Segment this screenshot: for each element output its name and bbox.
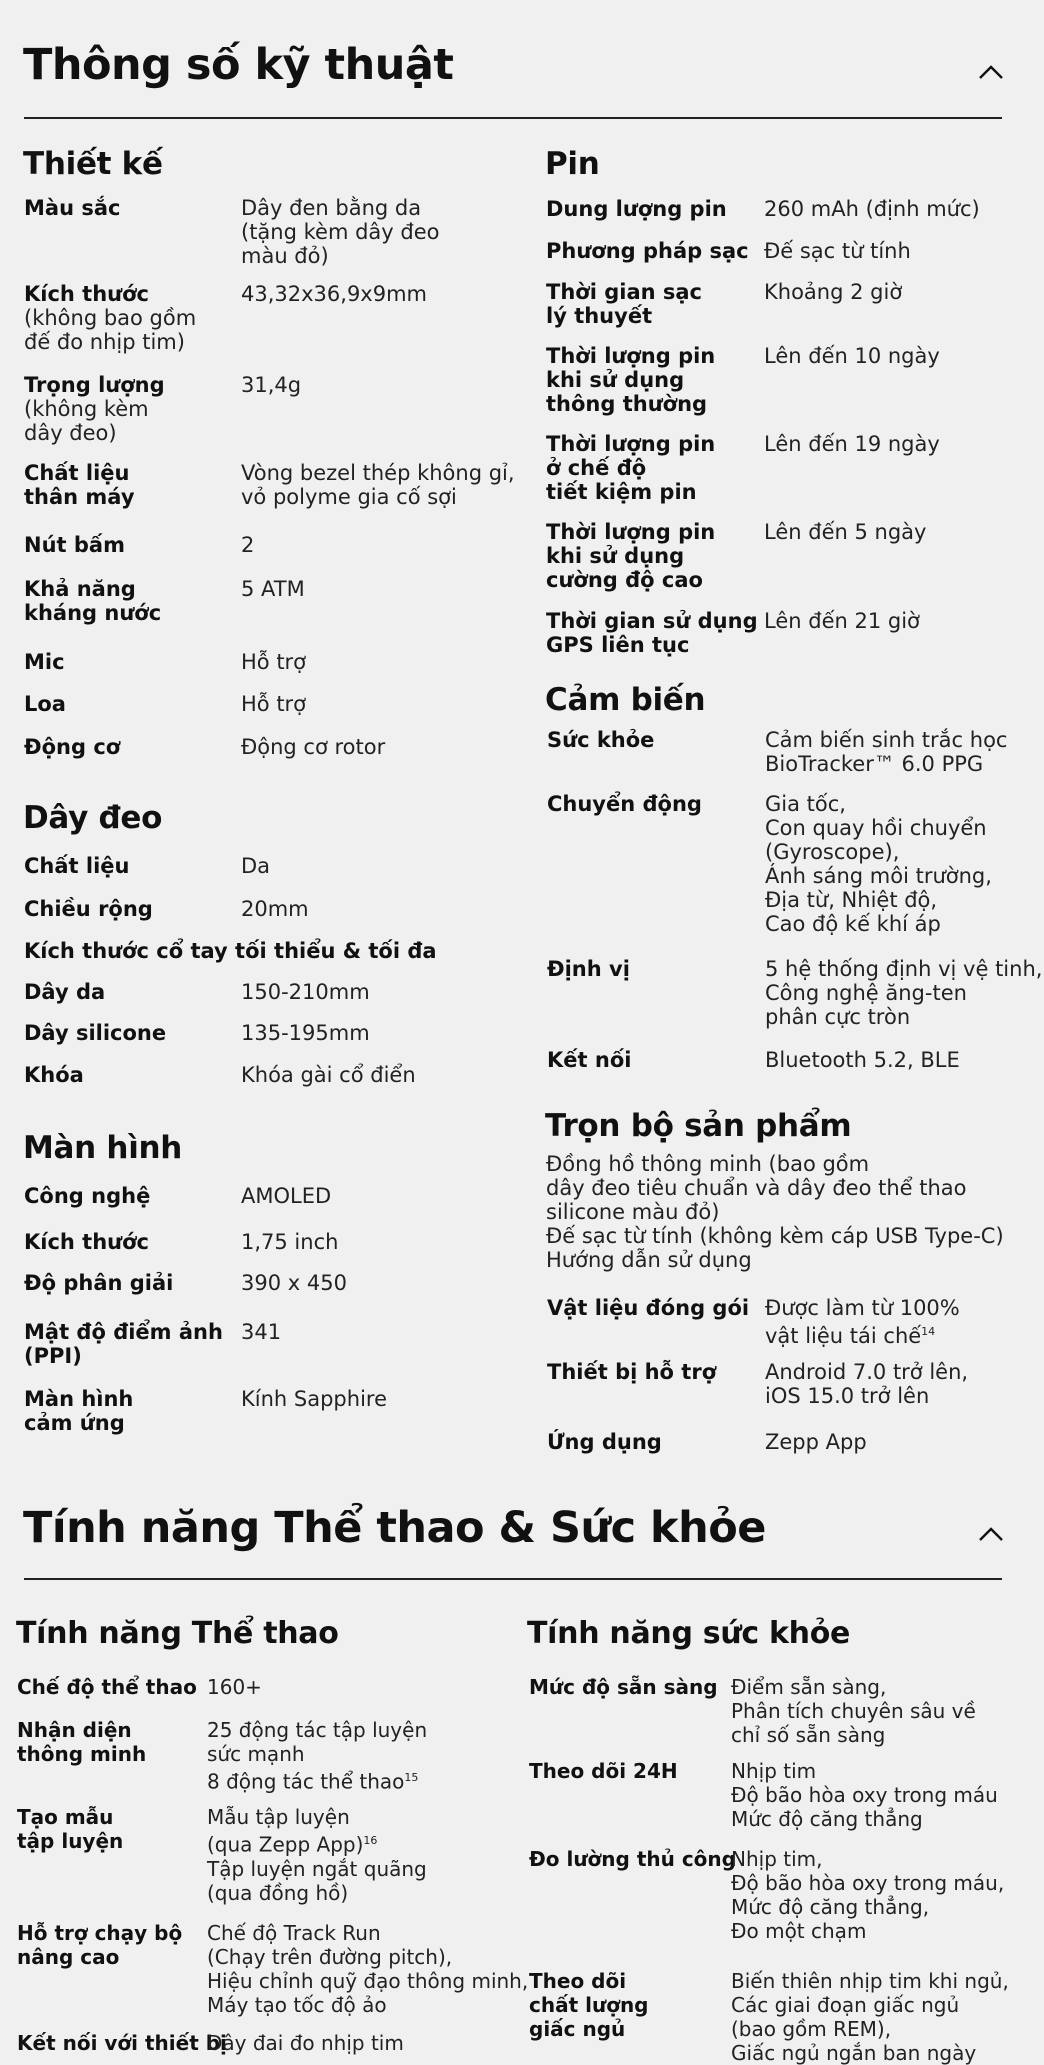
display-tech-value: AMOLED xyxy=(241,1184,332,1208)
spec-value-body-material: Vòng bezel thép không gỉ, vỏ polyme gia cố sợi xyxy=(241,461,515,509)
spec-value-mic: Hỗ trợ xyxy=(241,650,307,674)
spec-value-water: 5 ATM xyxy=(241,577,305,601)
spec-label-weight: Trọng lượng xyxy=(24,373,165,397)
battery-charge-value: Đế sạc từ tính xyxy=(764,239,911,263)
sport-modes-value: 160+ xyxy=(207,1675,262,1699)
manual-measure-value: Nhịp tim, Độ bão hòa oxy trong máu, Mức độ căng thẳng, Đo một chạm xyxy=(731,1847,1005,1943)
display-resolution-value: 390 x 450 xyxy=(241,1271,347,1295)
battery-heavy-value: Lên đến 5 ngày xyxy=(764,520,927,544)
strap-heading: Dây đeo xyxy=(23,800,163,836)
sensor-connectivity-value: Bluetooth 5.2, BLE xyxy=(765,1048,960,1072)
features-title: Tính năng Thể thao & Sức khỏe xyxy=(23,1503,766,1553)
sensor-position-label: Định vị xyxy=(547,957,630,981)
battery-typical-label: Thời lượng pin khi sử dụng thông thường xyxy=(546,344,716,416)
tech-spec-title: Thông số kỹ thuật xyxy=(23,40,454,90)
supported-device-label: Thiết bị hỗ trợ xyxy=(547,1360,717,1384)
package-material-label: Vật liệu đóng gói xyxy=(547,1296,750,1320)
display-resolution-label: Độ phân giải xyxy=(24,1271,174,1295)
strap-wrist-label: Kích thước cổ tay tối thiểu & tối đa xyxy=(24,939,437,963)
readiness-value: Điểm sẵn sàng, Phân tích chuyên sâu về chỉ số sẵn sàng xyxy=(731,1675,976,1747)
display-ppi-value: 341 xyxy=(241,1320,282,1344)
battery-chargetime-value: Khoảng 2 giờ xyxy=(764,280,903,304)
strap-leather-label: Dây da xyxy=(24,980,106,1004)
running-support-label: Hỗ trợ chạy bộ nâng cao xyxy=(17,1921,183,1969)
footnote-15[interactable]: 15 xyxy=(404,1771,419,1784)
monitor-24h-label: Theo dõi 24H xyxy=(529,1759,678,1783)
package-heading: Trọn bộ sản phẩm xyxy=(545,1108,852,1144)
strap-silicone-label: Dây silicone xyxy=(24,1021,167,1045)
strap-lock-value: Khóa gài cổ điển xyxy=(241,1063,416,1087)
sensor-health-value: Cảm biến sinh trắc học BioTracker™ 6.0 PPG xyxy=(765,728,1008,776)
app-value: Zepp App xyxy=(765,1430,867,1454)
spec-label-mic: Mic xyxy=(24,650,65,674)
external-device-label: Kết nối với thiết bị xyxy=(17,2031,227,2055)
package-contents: Đồng hồ thông minh (bao gồm dây đeo tiêu chuẩn và dây đeo thể thao silicone màu đỏ) Đế sạc từ tính (không kèm cáp USB Type-C) Hướng dẫn sử dụng xyxy=(546,1152,1004,1272)
strap-lock-label: Khóa xyxy=(24,1063,84,1087)
spec-label-weight-note: (không kèm dây đeo) xyxy=(24,397,149,445)
manual-measure-label: Đo lường thủ công xyxy=(529,1847,736,1871)
sensors-heading: Cảm biến xyxy=(545,682,706,718)
chevron-up-icon[interactable] xyxy=(976,1520,1006,1550)
display-tech-label: Công nghệ xyxy=(24,1184,151,1208)
strap-width-label: Chiều rộng xyxy=(24,897,153,921)
display-ppi-label: Mật độ điểm ảnh (PPI) xyxy=(24,1320,223,1368)
app-label: Ứng dụng xyxy=(547,1430,662,1454)
sensor-connectivity-label: Kết nối xyxy=(547,1048,632,1072)
external-device-value: Dây đai đo nhịp tim xyxy=(207,2031,404,2055)
battery-chargetime-label: Thời gian sạc lý thuyết xyxy=(546,280,702,328)
battery-gps-label: Thời gian sử dụng GPS liên tục xyxy=(546,609,758,657)
chevron-up-icon[interactable] xyxy=(976,58,1006,88)
footnote-14[interactable]: 14 xyxy=(921,1325,936,1338)
battery-saver-label: Thời lượng pin ở chế độ tiết kiệm pin xyxy=(546,432,716,504)
sleep-tracking-value: Biến thiên nhịp tim khi ngủ, Các giai đoạn giấc ngủ (bao gồm REM), Giấc ngủ ngắn ban ngày xyxy=(731,1969,1009,2065)
spec-label-water: Khả năng kháng nước xyxy=(24,577,162,625)
workout-template-label: Tạo mẫu tập luyện xyxy=(17,1805,124,1853)
running-support-value: Chế độ Track Run (Chạy trên đường pitch), Hiệu chỉnh quỹ đạo thông minh, Máy tạo tốc độ ảo xyxy=(207,1921,529,2017)
display-touch-value: Kính Sapphire xyxy=(241,1387,387,1411)
footnote-16[interactable]: 16 xyxy=(363,1834,378,1847)
supported-device-value: Android 7.0 trở lên, iOS 15.0 trở lên xyxy=(765,1360,969,1408)
sensor-health-label: Sức khỏe xyxy=(547,728,655,752)
strap-material-label: Chất liệu xyxy=(24,854,130,878)
spec-value-speaker: Hỗ trợ xyxy=(241,692,307,716)
spec-value-color: Dây đen bằng da (tặng kèm dây đeo màu đỏ) xyxy=(241,196,440,268)
spec-label-color: Màu sắc xyxy=(24,196,121,220)
display-touch-label: Màn hình cảm ứng xyxy=(24,1387,134,1435)
battery-capacity-label: Dung lượng pin xyxy=(546,197,727,221)
smart-recognition-value: 25 động tác tập luyện sức mạnh 8 động tác thể thao$^{15}$ xyxy=(207,1718,428,1794)
sport-modes-label: Chế độ thể thao xyxy=(17,1675,197,1699)
sleep-tracking-label: Theo dõi chất lượng giấc ngủ xyxy=(529,1969,649,2041)
battery-gps-value: Lên đến 21 giờ xyxy=(764,609,920,633)
strap-material-value: Da xyxy=(241,854,271,878)
spec-value-motor: Động cơ rotor xyxy=(241,735,386,759)
spec-label-size-note: (không bao gồm đế đo nhịp tim) xyxy=(24,306,197,354)
sensor-motion-value: Gia tốc, Con quay hồi chuyển (Gyroscope), Ánh sáng môi trường, Địa từ, Nhiệt độ, Cao độ kế khí áp xyxy=(765,792,992,936)
spec-label-speaker: Loa xyxy=(24,692,66,716)
workout-template-value: Mẫu tập luyện (qua Zepp App)$^{16}$ Tập luyện ngắt quãng (qua đồng hồ) xyxy=(207,1805,427,1905)
section-divider xyxy=(24,1578,1002,1580)
section-divider xyxy=(24,117,1002,119)
monitor-24h-value: Nhịp tim Độ bão hòa oxy trong máu Mức độ căng thẳng xyxy=(731,1759,998,1831)
strap-leather-value: 150-210mm xyxy=(241,980,370,1004)
spec-label-size: Kích thước xyxy=(24,282,149,306)
strap-silicone-value: 135-195mm xyxy=(241,1021,370,1045)
battery-saver-value: Lên đến 19 ngày xyxy=(764,432,940,456)
sport-features-heading: Tính năng Thể thao xyxy=(16,1616,339,1651)
battery-heavy-label: Thời lượng pin khi sử dụng cường độ cao xyxy=(546,520,716,592)
spec-value-size: 43,32x36,9x9mm xyxy=(241,282,428,306)
display-size-label: Kích thước xyxy=(24,1230,149,1254)
sensor-position-value: 5 hệ thống định vị vệ tinh, Công nghệ ăng-ten phân cực tròn xyxy=(765,957,1043,1029)
strap-width-value: 20mm xyxy=(241,897,309,921)
battery-charge-label: Phương pháp sạc xyxy=(546,239,749,263)
battery-typical-value: Lên đến 10 ngày xyxy=(764,344,940,368)
spec-value-buttons: 2 xyxy=(241,533,255,557)
spec-label-motor: Động cơ xyxy=(24,735,121,759)
smart-recognition-label: Nhận diện thông minh xyxy=(17,1718,147,1766)
sensor-motion-label: Chuyển động xyxy=(547,792,702,816)
battery-heading: Pin xyxy=(545,146,600,182)
battery-capacity-value: 260 mAh (định mức) xyxy=(764,197,980,221)
design-heading: Thiết kế xyxy=(23,146,163,182)
spec-label-buttons: Nút bấm xyxy=(24,533,125,557)
package-material-value: Được làm từ 100% vật liệu tái chế$^{14}$ xyxy=(765,1296,960,1348)
display-heading: Màn hình xyxy=(23,1130,183,1166)
display-size-value: 1,75 inch xyxy=(241,1230,339,1254)
spec-label-body-material: Chất liệu thân máy xyxy=(24,461,135,509)
spec-value-weight: 31,4g xyxy=(241,373,302,397)
health-features-heading: Tính năng sức khỏe xyxy=(527,1616,851,1651)
readiness-label: Mức độ sẵn sàng xyxy=(529,1675,718,1699)
